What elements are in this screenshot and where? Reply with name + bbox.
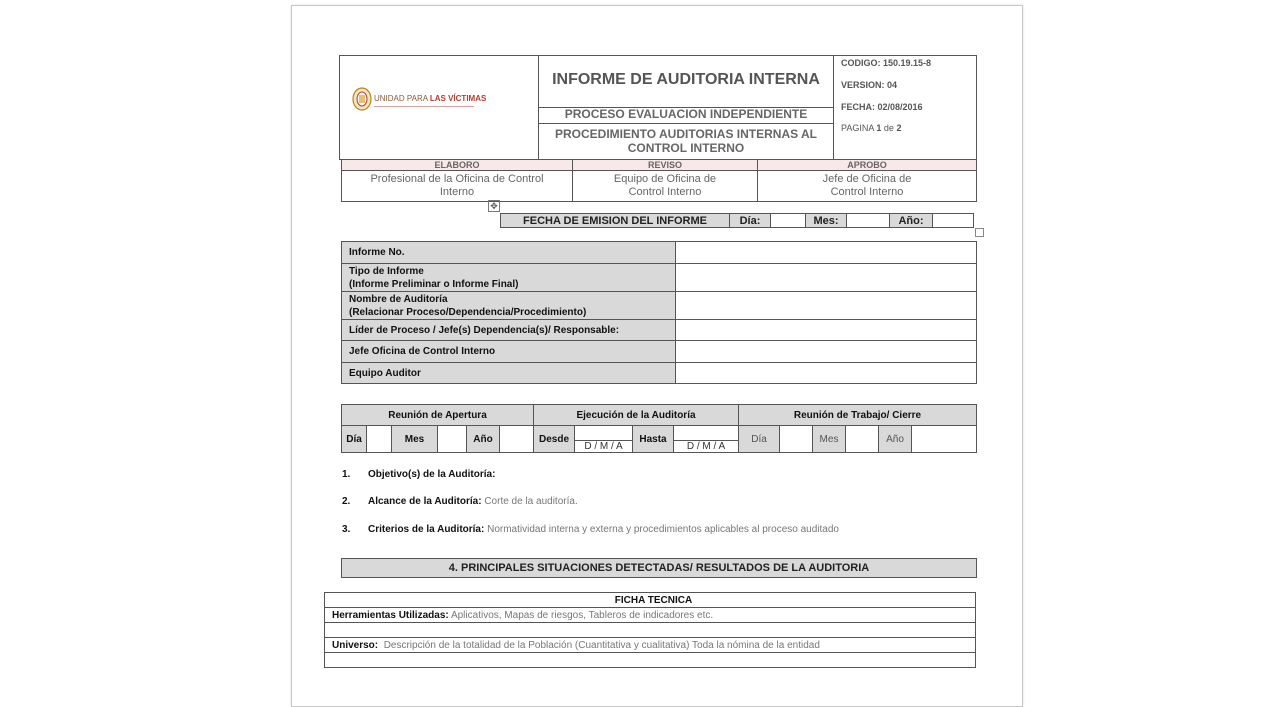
cierre-year-field[interactable] <box>912 426 977 453</box>
info-field-informe[interactable] <box>676 242 977 264</box>
emission-day-label: Día: <box>730 214 771 228</box>
emission-label: FECHA DE EMISION DEL INFORME <box>501 214 730 228</box>
unidad-victimas-logo: UNIDAD PARA LAS VÍCTIMAS <box>352 84 492 114</box>
info-label-equipo: Equipo Auditor <box>342 363 676 384</box>
info-label-informe: Informe No. <box>342 242 676 264</box>
hasta-field[interactable]: D / M / A <box>674 426 739 453</box>
ficha-herramientas: Herramientas Utilizadas: Aplicativos, Mapas de riesgos, Tableros de indicadores etc. <box>325 608 976 623</box>
reviso-header: REVISO <box>573 160 758 171</box>
elaboro-value: Profesional de la Oficina de Control Interno <box>342 171 573 202</box>
date-label: FECHA: 02/08/2016 <box>841 102 923 112</box>
info-label-tipo: Tipo de Informe (Informe Preliminar o Informe Final) <box>342 264 676 292</box>
apertura-day-field[interactable] <box>367 426 392 453</box>
table-resize-handle[interactable] <box>975 228 984 237</box>
page-label: PAGINA 1 de 2 <box>841 123 902 133</box>
hasta-label: Hasta <box>633 426 674 453</box>
section-4-heading: 4. PRINCIPALES SITUACIONES DETECTADAS/ RESULTADOS DE LA AUDITORIA <box>341 558 977 578</box>
info-label-nombre: Nombre de Auditoría (Relacionar Proceso/Dependencia/Procedimiento) <box>342 292 676 320</box>
apertura-year-field[interactable] <box>500 426 534 453</box>
ficha-tecnica-table <box>324 592 976 668</box>
table-move-handle-icon[interactable]: ✥ <box>488 200 500 212</box>
apertura-header: Reunión de Apertura <box>342 405 534 426</box>
info-field-jefe[interactable] <box>676 341 977 363</box>
reviso-value: Equipo de Oficina de Control Interno <box>573 171 758 202</box>
item-alcance: 2. Alcance de la Auditoría: Corte de la auditoría. <box>342 496 578 507</box>
item-objetivo: 1. Objetivo(s) de la Auditoría: <box>342 469 496 480</box>
apertura-year-label: Año <box>467 426 500 453</box>
apertura-month-field[interactable] <box>438 426 467 453</box>
emission-year-field[interactable] <box>933 214 974 228</box>
emission-date-table <box>500 213 974 228</box>
elaboro-header: ELABORO <box>342 160 573 171</box>
cierre-year-label: Año <box>879 426 912 453</box>
apertura-month-label: Mes <box>392 426 438 453</box>
ficha-next-row[interactable] <box>325 653 976 668</box>
emission-year-label: Año: <box>890 214 933 228</box>
ficha-empty-row[interactable] <box>325 623 976 638</box>
ficha-title: FICHA TECNICA <box>325 593 976 608</box>
info-field-lider[interactable] <box>676 320 977 341</box>
document-header <box>339 55 977 160</box>
process-title: PROCESO EVALUACION INDEPENDIENTE <box>564 107 808 121</box>
info-field-tipo[interactable] <box>676 264 977 292</box>
aprobo-value: Jefe de Oficina de Control Interno <box>758 171 977 202</box>
emission-month-field[interactable] <box>847 214 890 228</box>
apertura-day-label: Día <box>342 426 367 453</box>
ejecucion-header: Ejecución de la Auditoría <box>534 405 739 426</box>
aprobo-header: APROBO <box>758 160 977 171</box>
emission-month-label: Mes: <box>806 214 847 228</box>
cierre-month-label: Mes <box>813 426 846 453</box>
cierre-header: Reunión de Trabajo/ Cierre <box>739 405 977 426</box>
approvals-table <box>341 159 977 202</box>
info-label-jefe: Jefe Oficina de Control Interno <box>342 341 676 363</box>
info-label-lider: Líder de Proceso / Jefe(s) Dependencia(s)/ Responsable: <box>342 320 676 341</box>
cierre-day-label: Día <box>739 426 780 453</box>
ficha-universo: Universo: Descripción de la totalidad de la Población (Cuantitativa y cualitativa) Toda la nómina de la entidad <box>325 638 976 653</box>
cierre-day-field[interactable] <box>780 426 813 453</box>
procedure-title: PROCEDIMIENTO AUDITORIAS INTERNAS AL CONTROL INTERNO <box>554 127 817 155</box>
info-field-equipo[interactable] <box>676 363 977 384</box>
info-field-nombre[interactable] <box>676 292 977 320</box>
meetings-table <box>341 404 977 453</box>
desde-field[interactable]: D / M / A <box>575 426 633 453</box>
cierre-month-field[interactable] <box>846 426 879 453</box>
code-label: CODIGO: 150.19.15-8 <box>841 58 932 68</box>
version-label: VERSION: 04 <box>841 80 898 90</box>
emission-day-field[interactable] <box>771 214 806 228</box>
audit-info-table <box>341 241 977 384</box>
item-criterios: 3. Criterios de la Auditoría: Normatividad interna y externa y procedimientos aplicables al proceso auditado <box>342 524 839 535</box>
desde-label: Desde <box>534 426 575 453</box>
report-title: INFORME DE AUDITORIA INTERNA <box>552 71 820 88</box>
